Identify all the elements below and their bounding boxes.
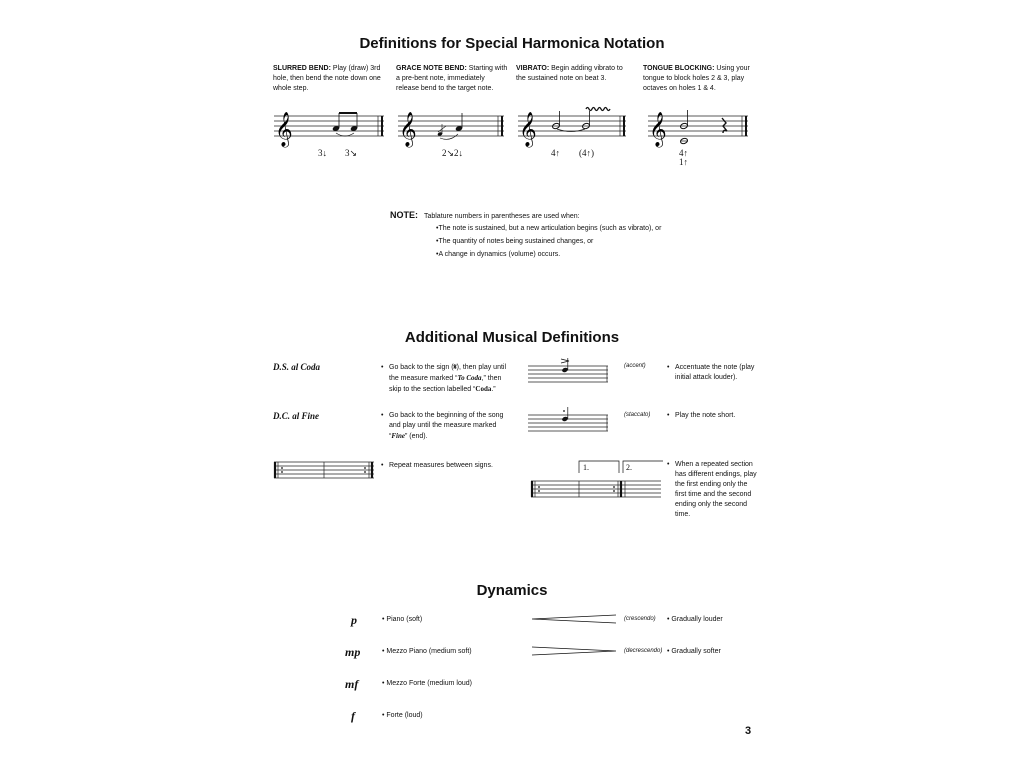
note-list bbox=[436, 224, 756, 260]
dynamic-mezzo-forte: mf bbox=[345, 677, 359, 691]
desc-endings: • When a repeated section has different endings, play the first ending only the first time and the second ending only the second time. bbox=[667, 461, 757, 518]
tab-number: 3↘ bbox=[345, 148, 358, 158]
tab-number: 4↑ bbox=[679, 148, 688, 158]
definition-text: Starting with a pre-bent note, immediately release bend to the target note. bbox=[396, 65, 508, 92]
dynamic-mezzo-piano-desc: • Mezzo Piano (medium soft) bbox=[382, 648, 472, 655]
treble-clef-icon: 𝄞 bbox=[275, 112, 293, 147]
note-item: •A change in dynamics (volume) occurs. bbox=[436, 251, 561, 258]
dynamic-mezzo-forte-desc: • Mezzo Forte (medium loud) bbox=[382, 680, 472, 687]
staff-tongue-blocking bbox=[646, 104, 750, 150]
definition-vibrato bbox=[516, 64, 628, 84]
definition-term: GRACE NOTE BEND: bbox=[396, 65, 467, 72]
treble-clef-icon: 𝄞 bbox=[399, 112, 417, 147]
definition-slurred-bend bbox=[273, 64, 383, 94]
definition-text: Begin adding vibrato to the sustained note on beat 3. bbox=[516, 65, 623, 82]
tab-number: 1↑ bbox=[679, 157, 688, 167]
tab-number: 4↑ bbox=[551, 148, 560, 158]
second-ending-label: 2. bbox=[626, 463, 632, 472]
staff-grace-note-bend bbox=[396, 104, 506, 150]
desc-ds-al-coda: • Go back to the sign (𝄋), then play until the measure marked “To Coda,” then skip to the section labelled “Coda.” bbox=[381, 364, 507, 393]
dynamic-forte-desc: • Forte (loud) bbox=[382, 712, 423, 719]
term-ds-al-coda: D.S. al Coda bbox=[273, 362, 321, 372]
staff-endings bbox=[529, 459, 665, 501]
crescendo-label: (crescendo) bbox=[624, 616, 656, 622]
crescendo-desc: • Gradually louder bbox=[667, 616, 723, 623]
dynamic-piano-desc: • Piano (soft) bbox=[382, 616, 423, 623]
decrescendo-desc: • Gradually softer bbox=[667, 648, 721, 655]
section-title-additional-definitions: Additional Musical Definitions bbox=[404, 329, 620, 346]
segno-icon: 𝄋 bbox=[453, 364, 457, 371]
tab-number: 3↓ bbox=[318, 148, 327, 158]
crescendo-hairpin-icon bbox=[530, 614, 618, 624]
treble-clef-icon: 𝄞 bbox=[649, 112, 667, 147]
section-title-harmonica-notation: Definitions for Special Harmonica Notation bbox=[359, 35, 665, 52]
first-ending-label: 1. bbox=[583, 463, 589, 472]
desc-repeat: • Repeat measures between signs. bbox=[381, 462, 493, 469]
dynamic-piano: p bbox=[351, 613, 357, 627]
vibrato-wavy-icon bbox=[586, 108, 610, 111]
page-number: 3 bbox=[745, 725, 752, 737]
tab-number: 2↘2↓ bbox=[442, 148, 464, 158]
note-item: •The quantity of notes being sustained changes, or bbox=[436, 238, 594, 245]
staff-repeat-signs bbox=[272, 458, 376, 486]
staccato-label: (staccato) bbox=[624, 412, 651, 418]
definition-term: TONGUE BLOCKING: bbox=[643, 65, 715, 72]
dynamic-mezzo-piano: mp bbox=[345, 645, 361, 659]
desc-staccato: • Play the note short. bbox=[667, 412, 736, 419]
staff-slurred-bend bbox=[272, 104, 386, 150]
definition-text: Using your tongue to block holes 2 & 3, play octaves on holes 1 & 4. bbox=[643, 65, 750, 92]
section-title-dynamics: Dynamics bbox=[476, 582, 548, 599]
staff-vibrato bbox=[516, 104, 628, 150]
definition-grace-note-bend bbox=[396, 64, 508, 94]
term-dc-al-fine: D.C. al Fine bbox=[273, 411, 320, 421]
accent-label: (accent) bbox=[624, 363, 646, 369]
definition-term: VIBRATO: bbox=[516, 65, 550, 72]
dynamic-forte: f bbox=[351, 709, 355, 723]
staccato-dot-icon bbox=[563, 410, 565, 412]
staff-staccato bbox=[526, 407, 610, 435]
definition-term: SLURRED BEND: bbox=[273, 65, 331, 72]
desc-accent: • Accentuate the note (play initial attack louder). bbox=[667, 364, 755, 381]
note-block bbox=[390, 210, 750, 222]
definition-text: Play (draw) 3rd hole, then bend the note down one whole step. bbox=[273, 65, 381, 92]
decrescendo-hairpin-icon bbox=[530, 646, 618, 656]
desc-dc-al-fine: • Go back to the beginning of the song and play until the measure marked “Fine” (end). bbox=[381, 412, 504, 440]
definition-tongue-blocking bbox=[643, 64, 763, 94]
note-label: NOTE: bbox=[390, 210, 418, 220]
staff-accent bbox=[526, 358, 610, 386]
note-item: •The note is sustained, but a new articulation begins (such as vibrato), or bbox=[436, 225, 662, 232]
treble-clef-icon: 𝄞 bbox=[519, 112, 537, 147]
tab-number: (4↑) bbox=[579, 148, 594, 158]
note-intro: Tablature numbers in parentheses are used when: bbox=[423, 213, 580, 220]
decrescendo-label: (decrescendo) bbox=[624, 648, 663, 654]
